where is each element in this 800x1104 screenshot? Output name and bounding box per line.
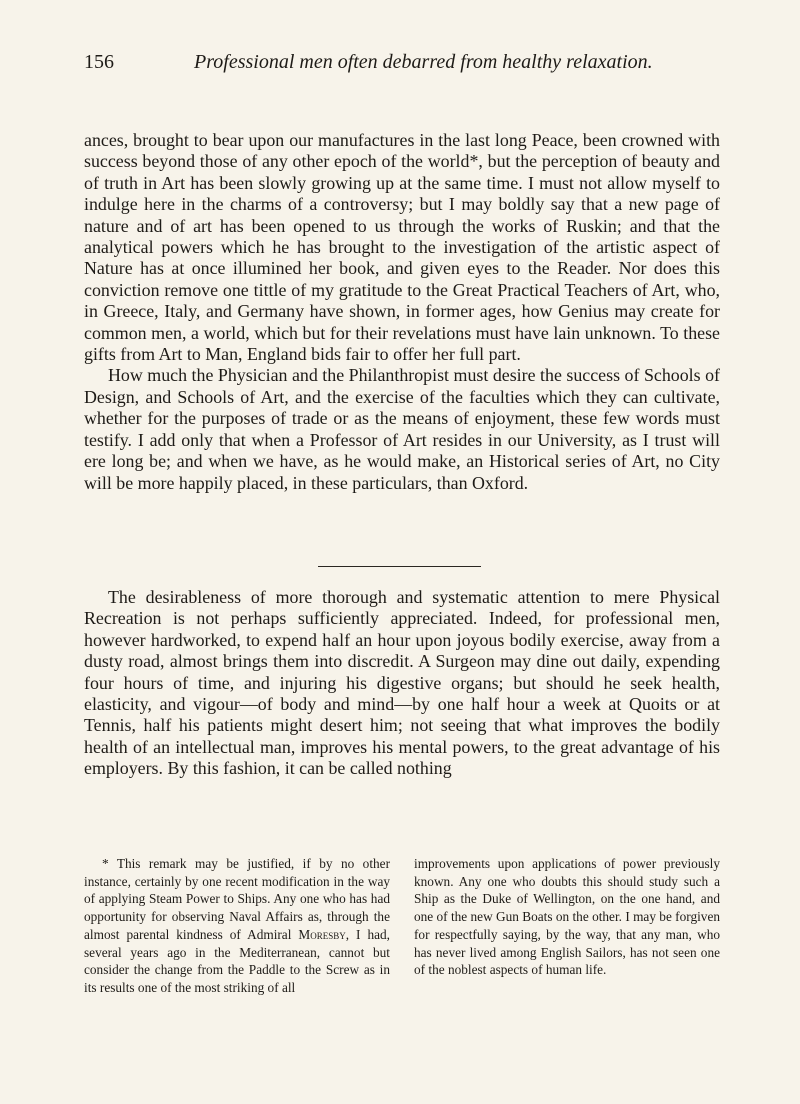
footnote-name-moresby: Moresby: [298, 926, 346, 942]
footnote-text-end: , I had, several years ago in the Mediterranean, cannot but consider the change from the Paddle to the Screw as in its results one of the most striking of all: [84, 926, 390, 995]
footnote-text-start: * This remark may be justified, if by no other instance, certainly by one recent modification in the way of applying Steam Power to Ships. Any one who has had opportunity for observing Naval Affairs as, through the almost parental kindness of Admiral: [84, 856, 390, 942]
running-title: Professional men often debarred from healthy relaxation.: [194, 51, 653, 73]
paragraph-physical-recreation: The desirableness of more thorough and systematic attention to mere Physical Recreation is not perhaps sufficiently appreciated. Indeed, for professional men, however hardworked, to expend half an hour upon joyous bodily exercise, away from a dusty road, almost brings them into discredit. A Surgeon may dine out daily, expending four hours of time, and injuring his digestive organs; but should he seek health, elasticity, and vigour—of body and mind—by one half hour a week at Quoits or at Tennis, half his patients might desert him; not seeing that what improves the bodily health of an intellectual man, improves his mental powers, to the great advantage of his employers. By this fashion, it can be called nothing: [84, 587, 720, 779]
page-header: [84, 48, 720, 76]
paragraph-continuation: ances, brought to bear upon our manufactures in the last long Peace, been crowned with success beyond those of any other epoch of the world*, but the perception of beauty and of truth in Art has been slowly growing up at the same time. I must not allow myself to indulge here in the charms of a controversy; but I may boldly say that a new page of nature and of art has been opened to us through the works of Ruskin; and that the analytical powers which he has brought to the investigation of the artistic aspect of Nature has at once illumined her book, and given eyes to the Reader. Nor does this conviction remove one tittle of my gratitude to the Great Practical Teachers of Art, who, in Greece, Italy, and Germany have shown, in former ages, how Genius may create for common men, a world, which but for their revelations must have lain unknown. To these gifts from Art to Man, England bids fair to offer her full part.: [84, 130, 720, 365]
page-number: 156: [84, 51, 114, 73]
footnote-column-right: improvements upon applications of power previously known. Any one who doubts this should study such a Ship as the Duke of Wellington, on the one hand, and one of the new Gun Boats on the other. I may be forgiven for respectfully saying, by the way, that any man, who has never lived among English Sailors, has not seen one of the noblest aspects of human life.: [414, 856, 720, 978]
paragraph-schools-of-art: How much the Physician and the Philanthropist must desire the success of Schools of Design, and Schools of Art, and the exercise of the faculties which they can cultivate, whether for the purposes of trade or as the means of enjoyment, these few words must testify. I add only that when a Professor of Art resides in our University, as I trust will ere long be; and when we have, as he would make, an Historical series of Art, no City will be more happily placed, in these particulars, than Oxford.: [84, 365, 720, 493]
main-text-lower: [84, 587, 720, 780]
main-text-upper: [84, 130, 720, 494]
footnote-column-left: [84, 855, 390, 1025]
footnote-block: [84, 855, 720, 1025]
section-divider: [318, 566, 481, 567]
